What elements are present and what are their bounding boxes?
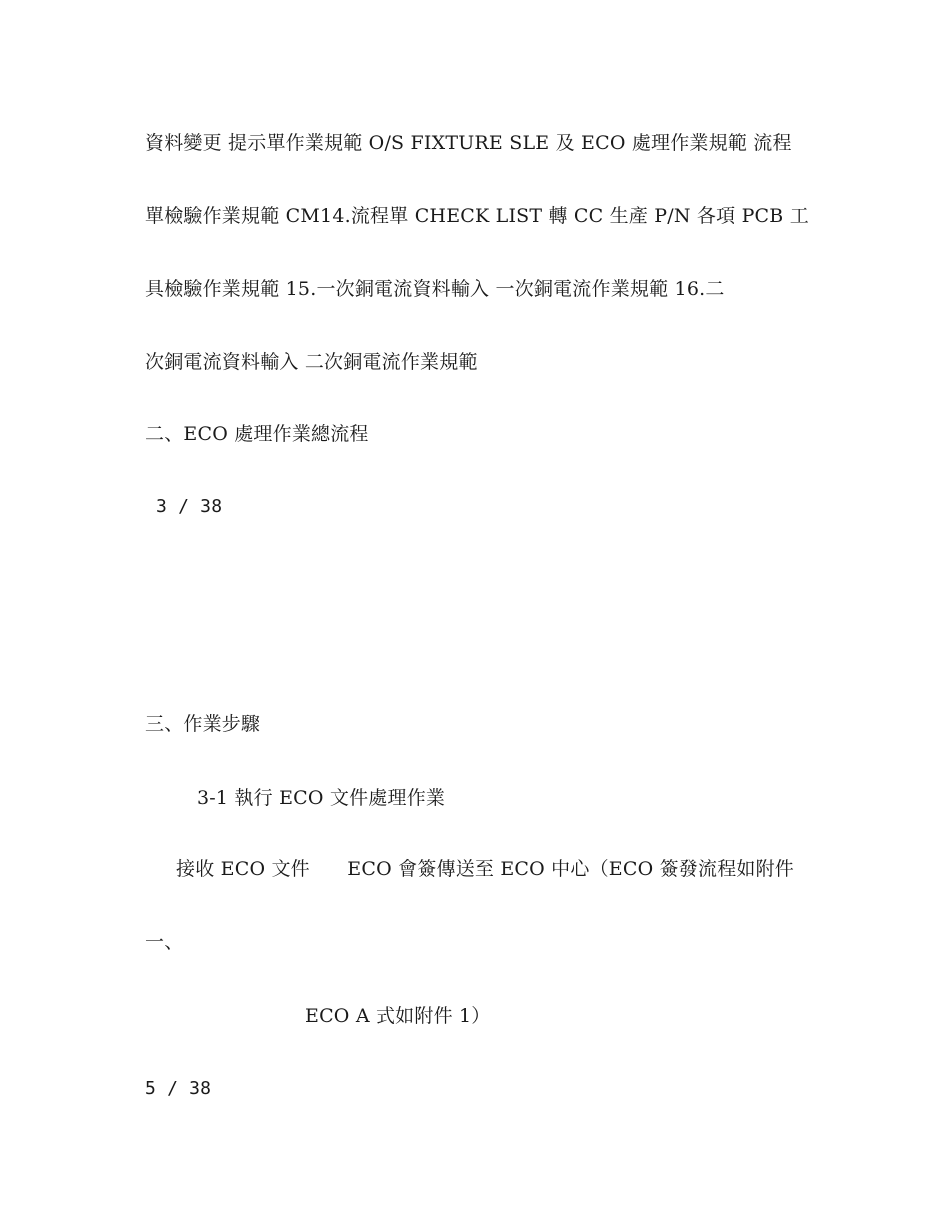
- section-3-heading: 三、作業步驟: [145, 713, 261, 735]
- text-line-2: 單檢驗作業規範 CM14.流程單 CHECK LIST 轉 CC 生產 P/N 各項 PCB 工: [145, 205, 809, 227]
- receive-eco-line: 接收 ECO 文件 ECO 會簽傳送至 ECO 中心（ECO 簽發流程如附件: [176, 858, 795, 880]
- page-number-2: 5 / 38: [145, 1078, 212, 1099]
- text-line-3: 具檢驗作業規範 15.一次銅電流資料輸入 一次銅電流作業規範 16.二: [145, 278, 725, 300]
- text-line-4: 次銅電流資料輸入 二次銅電流作業規範: [145, 351, 478, 373]
- section-2-heading: 二、ECO 處理作業總流程: [145, 423, 369, 445]
- continuation-line: 一、: [145, 931, 184, 953]
- eco-form-line: ECO A 式如附件 1）: [305, 1005, 491, 1027]
- text-line-1: 資料變更 提示單作業規範 O/S FIXTURE SLE 及 ECO 處理作業規範 流程: [145, 132, 792, 154]
- page-number: 3 / 38: [145, 496, 223, 517]
- step-3-1-heading: 3-1 執行 ECO 文件處理作業: [197, 787, 446, 809]
